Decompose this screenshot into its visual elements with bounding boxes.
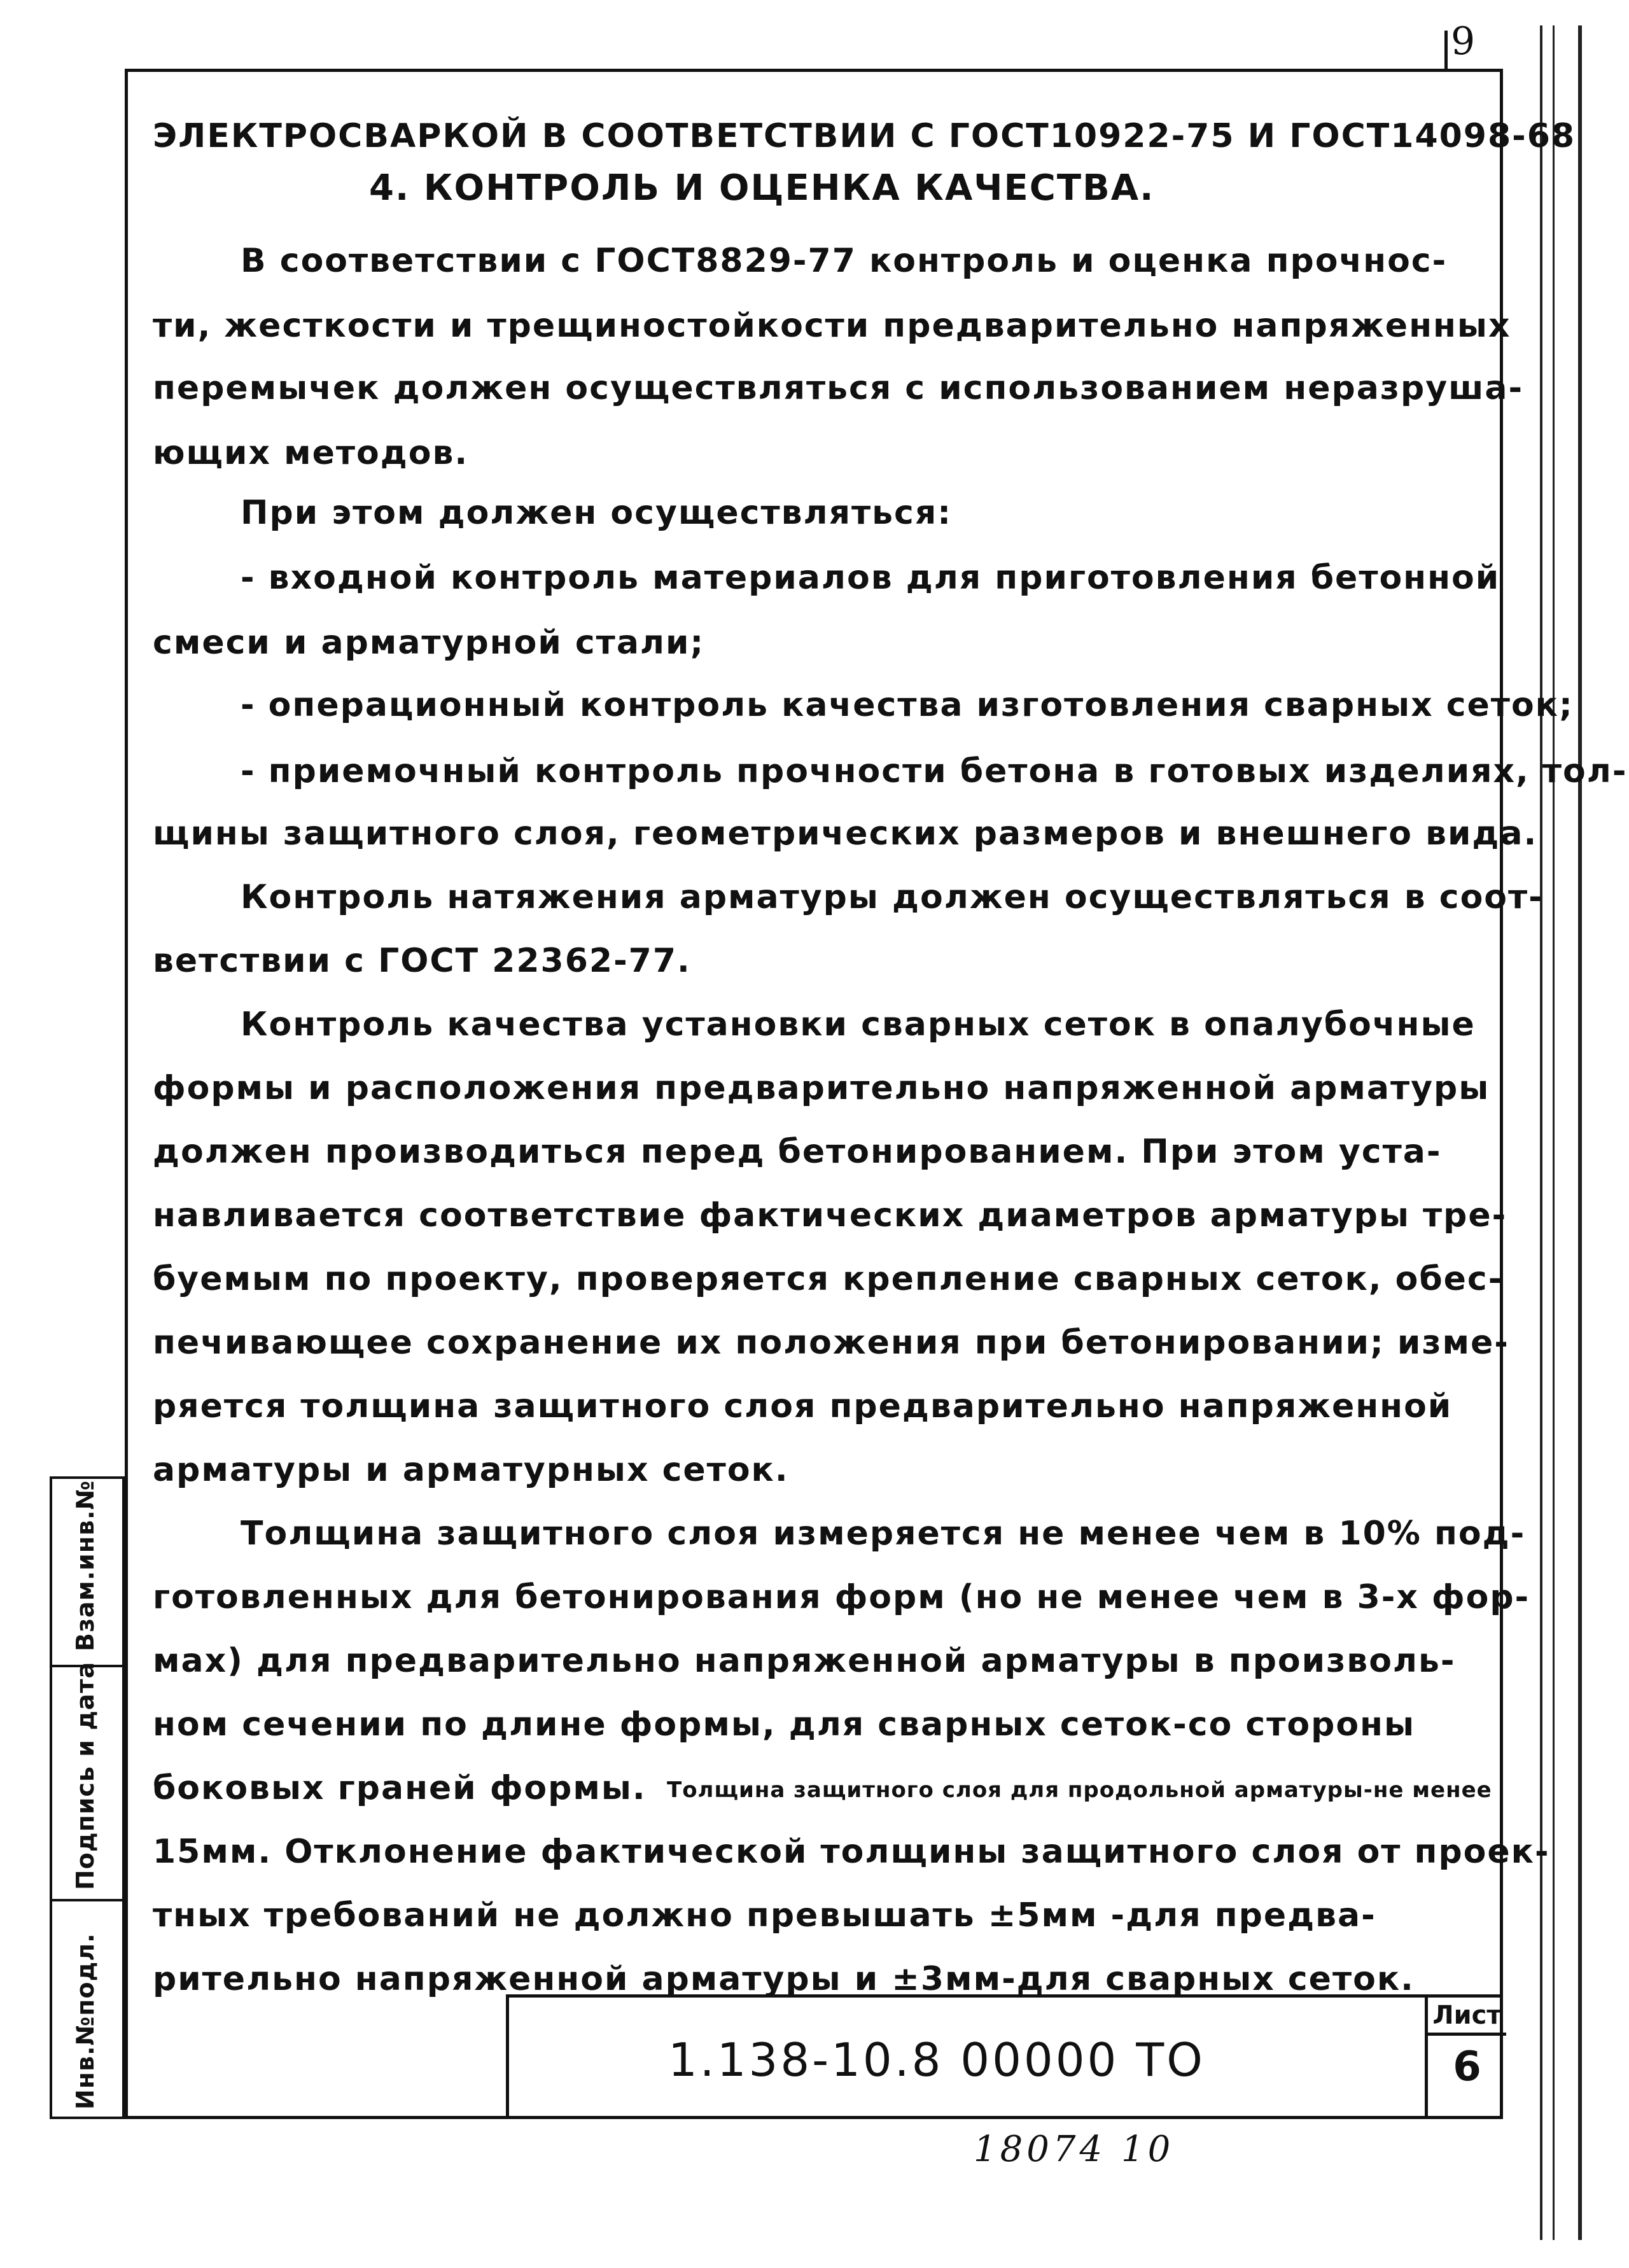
page-corner-number: 9 [1451, 19, 1476, 64]
text-line: должен производиться перед бетонированием. При этом уста- [153, 1133, 1442, 1171]
text-line: Контроль натяжения арматуры должен осуществляться в соот- [241, 878, 1544, 916]
text-line-small: Толщина защитного слоя для продольной арматуры-не менее [667, 1777, 1492, 1803]
sheet-cell [1425, 1998, 1506, 2119]
text-line: арматуры и арматурных сеток. [153, 1451, 789, 1489]
text-line: щины защитного слоя, геометрических размеров и внешнего вида. [153, 815, 1538, 853]
text-line: При этом должен осуществляться: [241, 494, 952, 532]
sheet-number: 6 [1453, 2043, 1481, 2090]
text-line: печивающее сохранение их положения при бетонировании; изме- [153, 1324, 1509, 1362]
text-line: рительно напряженной арматуры и ±3мм-для сварных сеток. [153, 1960, 1415, 1998]
section-heading: 4. КОНТРОЛЬ И ОЦЕНКА КАЧЕСТВА. [369, 167, 1155, 209]
title-block [506, 1994, 1503, 2119]
document-code: 1.138-10.8 00000 ТО [668, 2033, 1205, 2087]
text-line: 15мм. Отклонение фактической толщины защитного слоя от проек- [153, 1833, 1550, 1871]
text-line: ветствии с ГОСТ 22362-77. [153, 942, 691, 980]
sheet-label: Лист [1428, 1998, 1506, 2036]
binder-label-replacement: Взам.инв.№ [71, 1480, 99, 1651]
text-line: ном сечении по длине формы, для сварных сеток-со стороны [153, 1705, 1415, 1744]
text-line: смеси и арматурной стали; [153, 624, 705, 662]
corner-tick [1444, 31, 1448, 69]
scan-edge-line [1553, 25, 1555, 2240]
handwritten-archive-number: 18074 10 [974, 2129, 1175, 2170]
text-line: готовленных для бетонирования форм (но не менее чем в 3-х фор- [153, 1578, 1530, 1616]
text-line: - операционный контроль качества изготовления сварных сеток; [241, 686, 1574, 724]
text-line: Толщина защитного слоя измеряется не менее чем в 10% под- [241, 1515, 1526, 1553]
text-line: - приемочный контроль прочности бетона в готовых изделиях, тол- [241, 752, 1628, 790]
binder-label-inventory: Инв.№подл. [71, 1933, 99, 2110]
text-line: В соответствии с ГОСТ8829-77 контроль и оценка прочнос- [241, 242, 1448, 280]
text-line: тных требований не должно превышать ±5мм -для предва- [153, 1896, 1376, 1935]
text-line: перемычек должен осуществляться с использованием неразруша- [153, 369, 1524, 407]
scan-edge-line [1578, 25, 1582, 2240]
scan-edge-line [1540, 25, 1542, 2240]
text-line: мах) для предварительно напряженной арматуры в произволь- [153, 1642, 1456, 1680]
text-line: ЭЛЕКТРОСВАРКОЙ В СООТВЕТСТВИИ С ГОСТ10922-75 И ГОСТ14098-68 [153, 117, 1576, 155]
text-line: - входной контроль материалов для приготовления бетонной [241, 559, 1500, 597]
text-line: буемым по проекту, проверяется крепление сварных сеток, обес- [153, 1260, 1504, 1298]
text-line: ющих методов. [153, 434, 469, 472]
text-line: боковых граней формы. [153, 1769, 647, 1807]
text-line: Контроль качества установки сварных сеток в опалубочные [241, 1005, 1476, 1044]
text-line: ти, жесткости и трещиностойкости предварительно напряженных [153, 307, 1511, 345]
text-line: ряется толщина защитного слоя предварительно напряженной [153, 1387, 1453, 1425]
binder-label-signature: Подпись и дата [71, 1661, 99, 1890]
text-line: формы и расположения предварительно напряженной арматуры [153, 1069, 1490, 1107]
text-line: навливается соответствие фактических диаметров арматуры тре- [153, 1196, 1507, 1235]
